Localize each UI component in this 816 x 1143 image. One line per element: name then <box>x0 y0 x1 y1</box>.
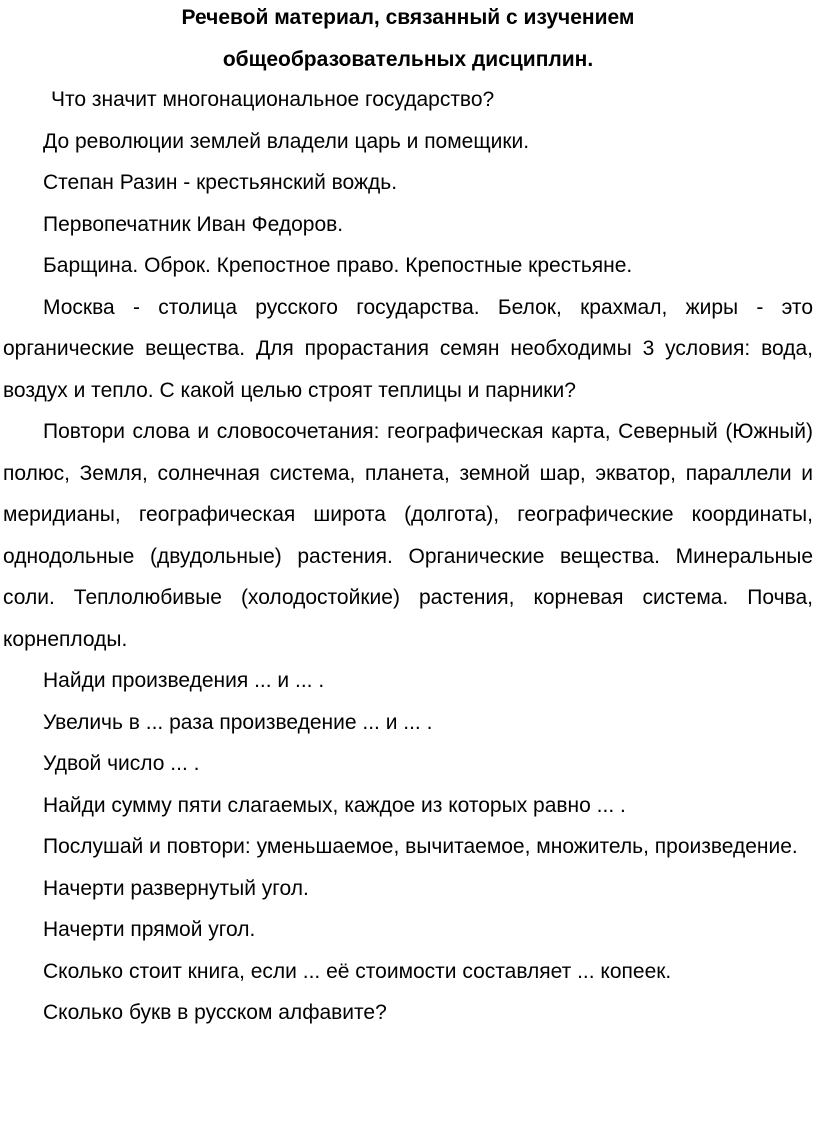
paragraph: Первопечатник Иван Федоров. <box>43 212 344 236</box>
paragraph: Начерти прямой угол. <box>43 918 256 941</box>
paragraph: Повтори слова и словосочетания: географическая карта, Северный (Южный) полюс, Земля, солнечная система, планета, земной шар, экватор, параллели и меридианы, географическая широта (долгота), географические координаты, однодольные (двудольные) растения. Органические вещества. Минеральные соли. Теплолюбивые (холодостойкие) растения, корневая система. Почва, корнеплоды. <box>3 420 813 651</box>
paragraph: Сколько стоит книга, если ... её стоимости составляет ... копеек. <box>43 959 672 983</box>
paragraph: До революции землей владели царь и помещики. <box>43 129 530 153</box>
title-line-2: общеобразовательных дисциплин. <box>222 47 594 71</box>
paragraph: Степан Разин - крестьянский вождь. <box>43 171 398 194</box>
paragraph: Барщина. Оброк. Крепостное право. Крепостные крестьяне. <box>43 254 633 277</box>
document-title <box>0 0 816 80</box>
paragraph: Начерти развернутый угол. <box>43 876 309 900</box>
paragraph: Что значит многонациональное государство? <box>51 88 495 111</box>
paragraph: Послушай и повтори: уменьшаемое, вычитаемое, множитель, произведение. <box>43 835 798 858</box>
paragraph: Сколько букв в русском алфавите? <box>43 1001 387 1024</box>
title-line-1: Речевой материал, связанный с изучением <box>181 6 635 29</box>
paragraph: Увеличь в ... раза произведение ... и ... . <box>43 710 433 734</box>
paragraph: Найди сумму пяти слагаемых, каждое из которых равно ... . <box>43 793 626 817</box>
paragraph: Москва - столица русского государства. Белок, крахмал, жиры - это органические вещества. Для прорастания семян необходимы 3 условия: вода, воздух и тепло. С какой целью строят теплицы и парники? <box>3 295 813 402</box>
paragraph: Удвой число ... . <box>43 752 200 775</box>
document-body <box>3 79 813 1034</box>
paragraph: Найди произведения ... и ... . <box>43 669 325 692</box>
